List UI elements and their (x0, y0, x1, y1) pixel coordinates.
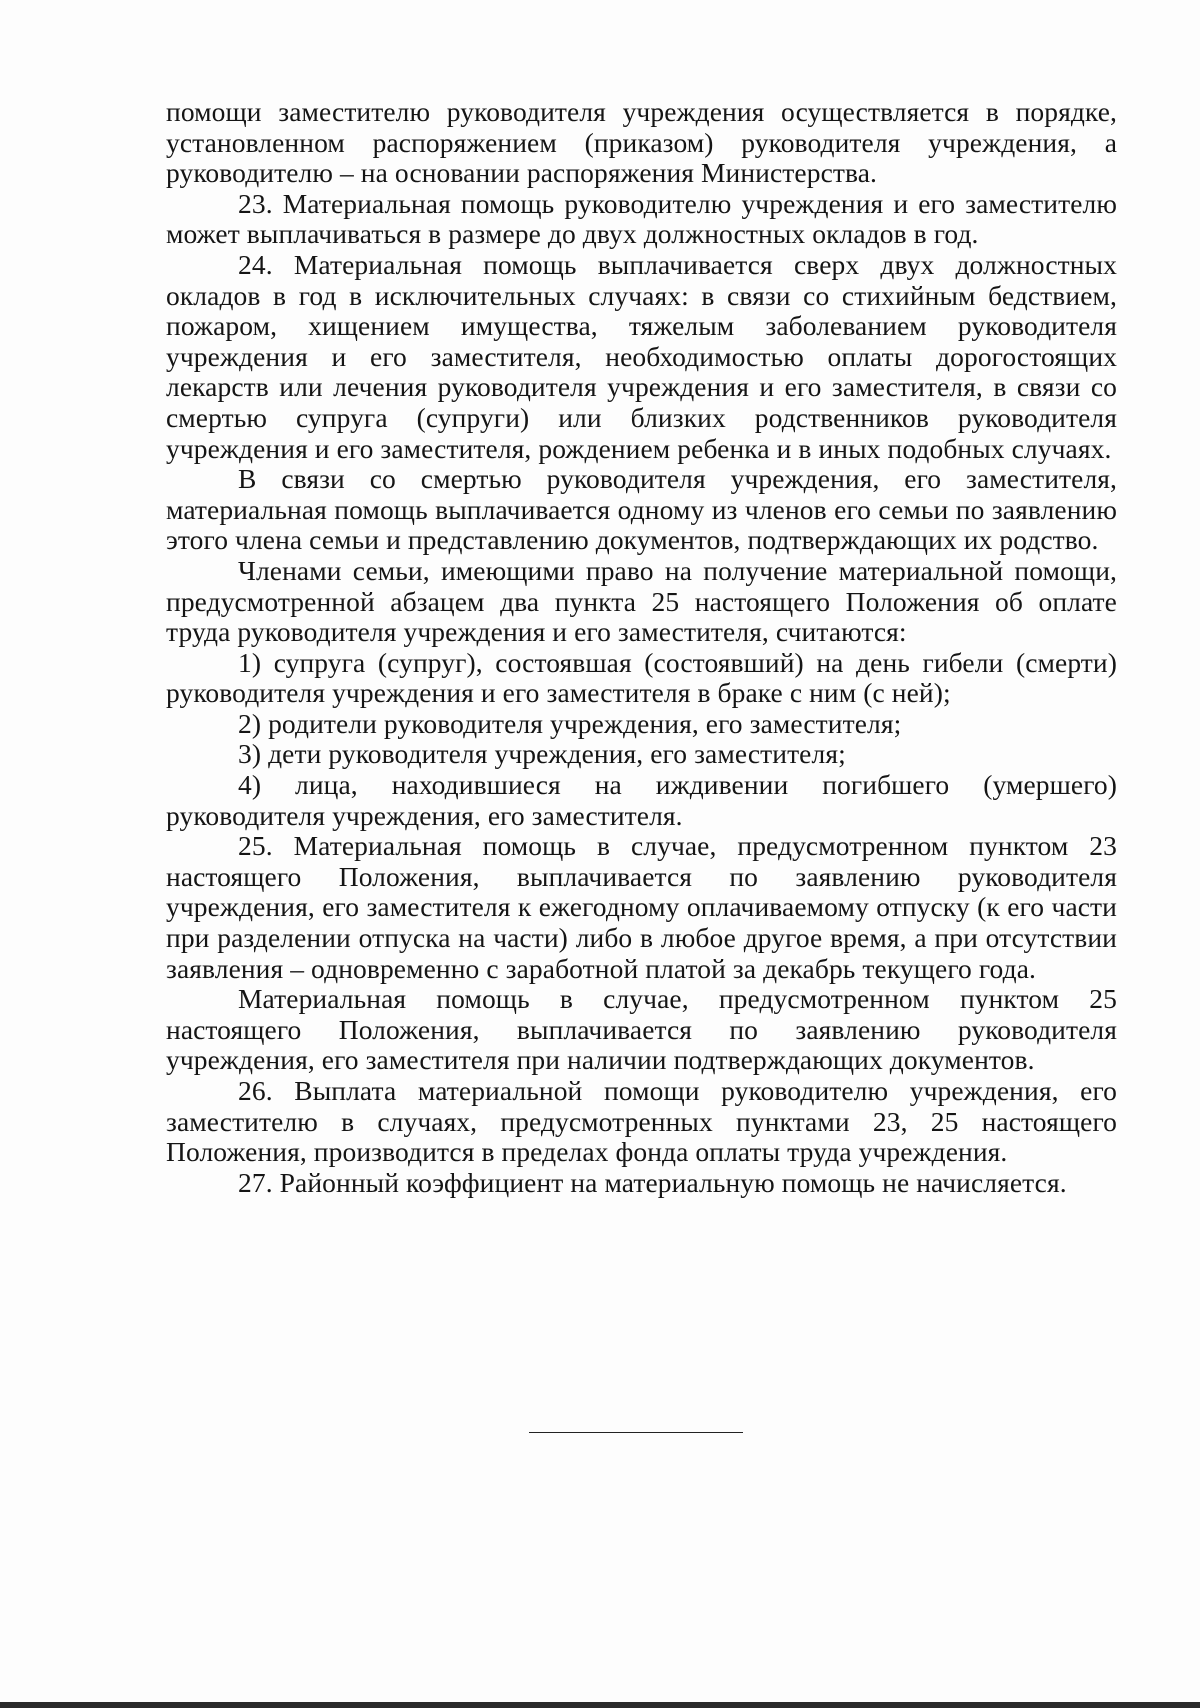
end-separator-line (529, 1432, 743, 1433)
list-item-4: 4) лица, находившиеся на иждивении погибшего (умершего) руководителя учреждения, его заместителя. (166, 769, 1117, 831)
list-item-3: 3) дети руководителя учреждения, его заместителя; (238, 738, 846, 770)
document-body (166, 97, 1117, 1198)
paragraph-26: 26. Выплата материальной помощи руководителю учреждения, его заместителю в случаях, предусмотренных пунктами 23, 25 настоящего Положения, производится в пределах фонда оплаты труда учреждения. (166, 1075, 1117, 1168)
paragraph-family-members: Членами семьи, имеющими право на получение материальной помощи, предусмотренной абзацем два пункта 25 настоящего Положения об оплате труда руководителя учреждения и его заместителя, считаются: (166, 554, 1117, 648)
paragraph-25-second: Материальная помощь в случае, предусмотренном пунктом 25 настоящего Положения, выплачивается по заявлению руководителя учреждения, его заместителя при наличии подтверждающих документов. (166, 983, 1117, 1076)
paragraph-continuation: помощи заместителю руководителя учреждения осуществляется в порядке, установленном распоряжением (приказом) руководителя учреждения, а руководителю – на основании распоряжения Министерства. (166, 96, 1117, 189)
paragraph-24: 24. Материальная помощь выплачивается сверх двух должностных окладов в год в исключительных случаях: в связи со стихийным бедствием, пожаром, хищением имущества, тяжелым заболеванием руководителя учреждения и его заместителя, необходимостью оплаты дорогостоящих лекарств или лечения руководителя учреждения и его заместителя, в связи со смертью супруга (супруги) или близких родственников руководителя учреждения и его заместителя, рождением ребенка и в иных подобных случаях. (166, 248, 1117, 464)
scan-bottom-edge (0, 1702, 1200, 1708)
paragraph-25: 25. Материальная помощь в случае, предусмотренном пунктом 23 настоящего Положения, выплачивается по заявлению руководителя учреждения, его заместителя к ежегодному оплачиваемому отпуску (к его части при разделении отпуска на части) либо в любое другое время, а при отсутствии заявления – одновременно с заработной платой за декабрь текущего года. (166, 830, 1117, 984)
paragraph-23: 23. Материальная помощь руководителю учреждения и его заместителю может выплачиваться в размере до двух должностных окладов в год. (166, 187, 1117, 250)
list-item-1: 1) супруга (супруг), состоявшая (состоявший) на день гибели (смерти) руководителя учреждения и его заместителя в браке с ним (с ней); (166, 646, 1117, 709)
paragraph-death-of-head: В связи со смертью руководителя учреждения, его заместителя, материальная помощь выплачивается одному из членов его семьи по заявлению этого члена семьи и представлению документов, подтверждающих их родство. (166, 463, 1117, 556)
paragraph-27: 27. Районный коэффициент на материальную помощь не начисляется. (238, 1166, 1067, 1198)
list-item-2: 2) родители руководителя учреждения, его заместителя; (238, 707, 902, 739)
